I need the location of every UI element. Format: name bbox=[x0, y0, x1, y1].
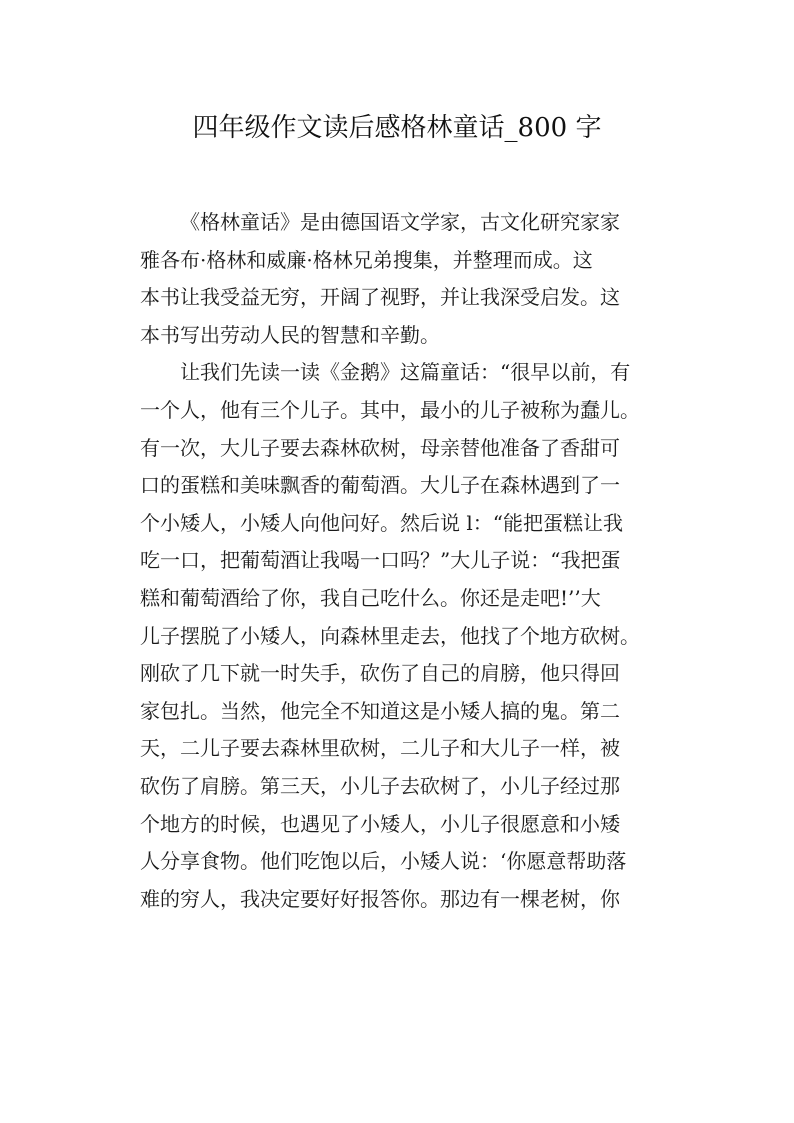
paragraph-intro bbox=[140, 204, 660, 354]
text-line: 刚砍了几下就一时失手，砍伤了自己的肩膀，他只得回 bbox=[140, 661, 620, 686]
document-title: 四年级作文读后感格林童话_800 字 bbox=[192, 113, 602, 143]
text-line: 有一次，大儿子要去森林砍树，母亲替他准备了香甜可 bbox=[140, 435, 620, 460]
text-line: 难的穷人，我决定要好好报答你。那边有一棵老树，你 bbox=[140, 886, 620, 911]
document-body bbox=[140, 204, 660, 918]
text-line: 雅各布·格林和威廉·格林兄弟搜集，并整理而成。这 bbox=[140, 247, 593, 272]
text-line: 让我们先读一读《金鹅》这篇童话：“很早以前，有 bbox=[180, 360, 631, 385]
text-line: 一个人，他有三个儿子。其中，最小的儿子被称为蠢儿。 bbox=[140, 397, 640, 422]
text-line: 人分享食物。他们吃饱以后，小矮人说：‘你愿意帮助落 bbox=[140, 849, 627, 874]
text-line: 糕和葡萄酒给了你，我自己吃什么。你还是走吧!’’大 bbox=[140, 585, 601, 610]
text-line: 天，二儿子要去森林里砍树，二儿子和大儿子一样，被 bbox=[140, 736, 620, 761]
text-line: 《格林童话》是由德国语文学家，古文化研究家家 bbox=[180, 210, 620, 234]
paragraph-golden-goose bbox=[140, 354, 660, 918]
text-line: 本书写出劳动人民的智慧和辛勤。 bbox=[140, 322, 440, 347]
text-line: 口的蛋糕和美味飘香的葡萄酒。大儿子在森林遇到了一 bbox=[140, 473, 620, 498]
text-line: 个地方的时候，也遇见了小矮人，小儿子很愿意和小矮 bbox=[140, 811, 620, 836]
text-line: 儿子摆脱了小矮人，向森林里走去，他找了个地方砍树。 bbox=[140, 623, 640, 648]
text-line: 吃一口，把葡萄酒让我喝一口吗？”大儿子说：“我把蛋 bbox=[140, 548, 621, 573]
text-line: 本书让我受益无穷，开阔了视野，并让我深受启发。这 bbox=[140, 285, 620, 310]
text-line: 个小矮人，小矮人向他问好。然后说 l：“能把蛋糕让我 bbox=[140, 510, 623, 535]
text-line: 砍伤了肩膀。第三天，小儿子去砍树了，小儿子经过那 bbox=[140, 773, 620, 798]
text-line: 家包扎。当然，他完全不知道这是小矮人搞的鬼。第二 bbox=[140, 698, 620, 723]
